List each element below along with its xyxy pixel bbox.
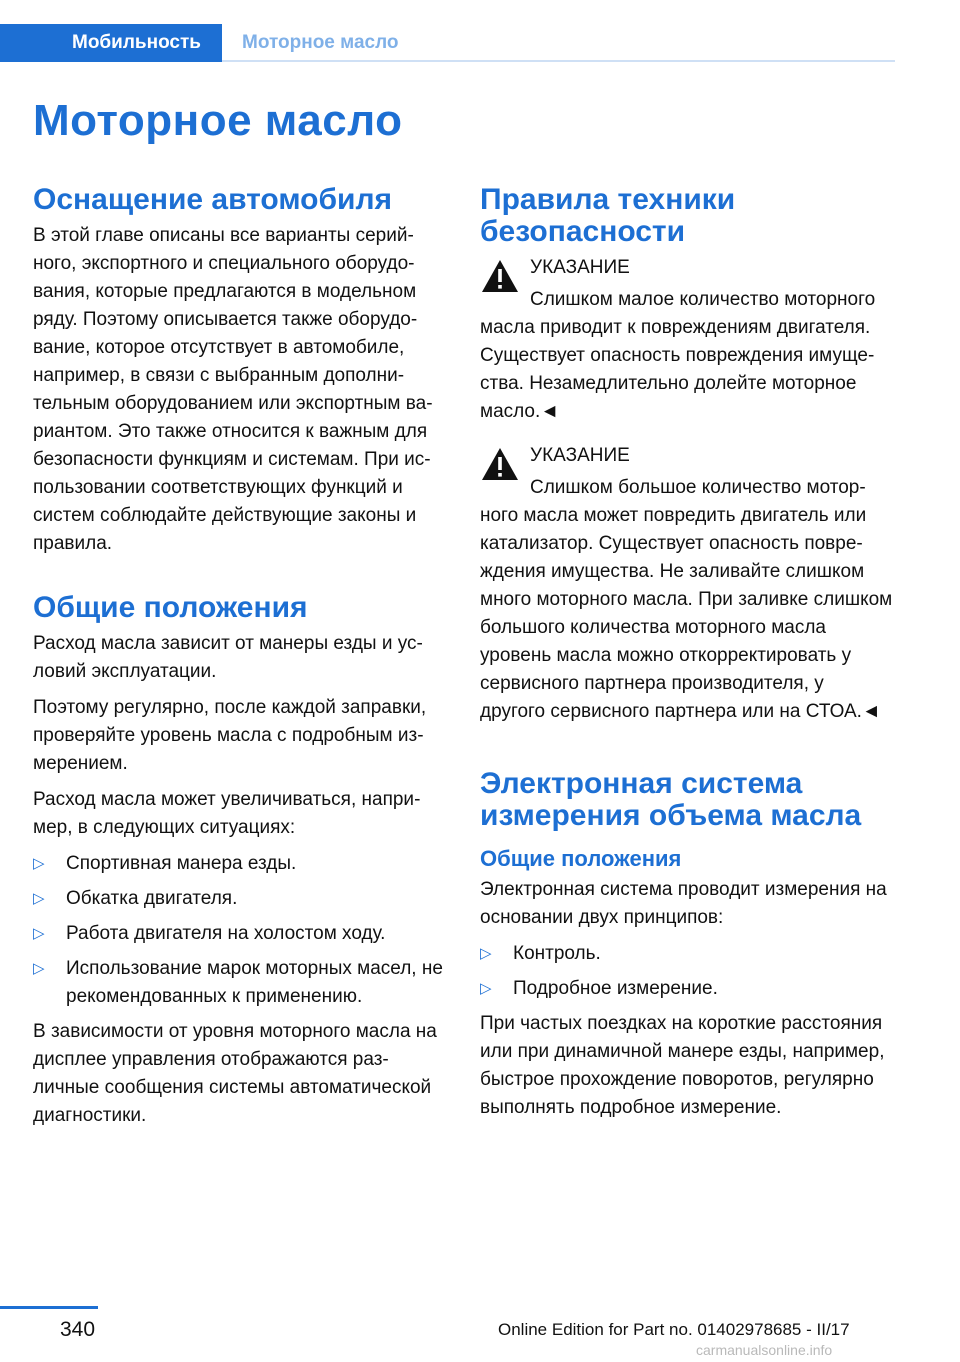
section-title-equipment: Оснащение автомобиля — [33, 183, 393, 216]
triangle-right-icon: ▷ — [33, 890, 45, 907]
notice-label: УКАЗАНИЕ — [530, 445, 630, 466]
list-item: ▷ Работа двигателя на холостом ходу. — [33, 920, 447, 948]
paragraph: В этой главе описаны все варианты серийного, экспортного и специального оборудования, которые предлагаются в модельном ряду. Поэтому описывается также оборудование, которое отсутствует в автомобиле, например, в связи с выбранным дополнительным оборудованием или экспортным вариантом. Это также относится к важным для безопасности функциям и системам. При использовании соответствующих функций и систем соблюдайте действующие законы и правила. — [33, 225, 433, 554]
triangle-right-icon: ▷ — [480, 980, 492, 997]
footer-accent-line — [0, 1306, 98, 1309]
right-column — [480, 184, 894, 1130]
paragraph: Расход масла зависит от манеры езды и условий эксплуатации. — [33, 633, 423, 682]
warning-triangle-icon — [480, 258, 520, 294]
triangle-right-icon: ▷ — [33, 925, 45, 942]
header-tabs — [0, 24, 895, 62]
list-item: ▷ Контроль. — [480, 940, 894, 968]
consumption-list — [33, 850, 447, 1011]
notice-excess-oil — [480, 442, 894, 726]
notice-body: Слишком большое количество моторного масла может повредить двигатель или катализатор. Существует опасность повреждения имущества. Не заливайте слишком много моторного масла. При заливке слишком большого количества моторного масла уровень масла можно откорректировать у сервисного партнера производителя, у другого сервисного партнера или на СТОА.◄ — [480, 477, 893, 722]
notice-low-oil — [480, 254, 894, 426]
list-item: ▷ Спортивная манера езды. — [33, 850, 447, 878]
notice-body: Слишком малое количество моторного масла приводит к повреждениям двигателя. Существует опасность повреждения имущества. Незамедлительно долейте моторное масло.◄ — [480, 289, 876, 422]
warning-triangle-icon — [480, 446, 520, 482]
triangle-right-icon: ▷ — [480, 945, 492, 962]
paragraph: В зависимости от уровня моторного масла на дисплее управления отображаются различные сообщения системы автоматической диагностики. — [33, 1021, 437, 1126]
principles-list — [480, 940, 894, 1003]
paragraph: Поэтому регулярно, после каждой заправки, проверяйте уровень масла с подробным измерением. — [33, 697, 427, 774]
footer-edition: Online Edition for Part no. 01402978685 - II/17 — [498, 1320, 850, 1339]
tab-mobility[interactable]: Мобильность — [0, 24, 222, 62]
subsection-title-general: Общие положения — [480, 846, 682, 871]
list-item: ▷ Подробное измерение. — [480, 975, 894, 1003]
watermark: carmanualsonline.info — [696, 1342, 833, 1358]
page-title: Моторное масло — [33, 96, 403, 145]
header-divider — [222, 60, 895, 62]
page-number: 340 — [60, 1318, 96, 1341]
list-item: ▷ Использование марок моторных масел, не рекомендованных к применению. — [33, 955, 447, 1011]
paragraph: При частых поездках на короткие расстояния или при динамичной манере езды, например, быстрое прохождение поворотов, регулярно выполнять подробное измерение. — [480, 1013, 885, 1118]
section-title-electronic-oil: Электронная система измерения объема масла — [480, 767, 862, 832]
list-item: ▷ Обкатка двигателя. — [33, 885, 447, 913]
paragraph: Электронная система проводит измерения на основании двух принципов: — [480, 879, 887, 928]
notice-label: УКАЗАНИЕ — [530, 257, 630, 278]
triangle-right-icon: ▷ — [33, 960, 45, 977]
triangle-right-icon: ▷ — [33, 855, 45, 872]
tab-engine-oil[interactable]: Моторное масло — [242, 32, 399, 53]
section-title-safety: Правила техники безопасности — [480, 183, 736, 248]
paragraph: Расход масла может увеличиваться, например, в следующих ситуациях: — [33, 789, 421, 838]
left-column — [33, 184, 447, 1138]
section-title-general: Общие положения — [33, 591, 308, 624]
